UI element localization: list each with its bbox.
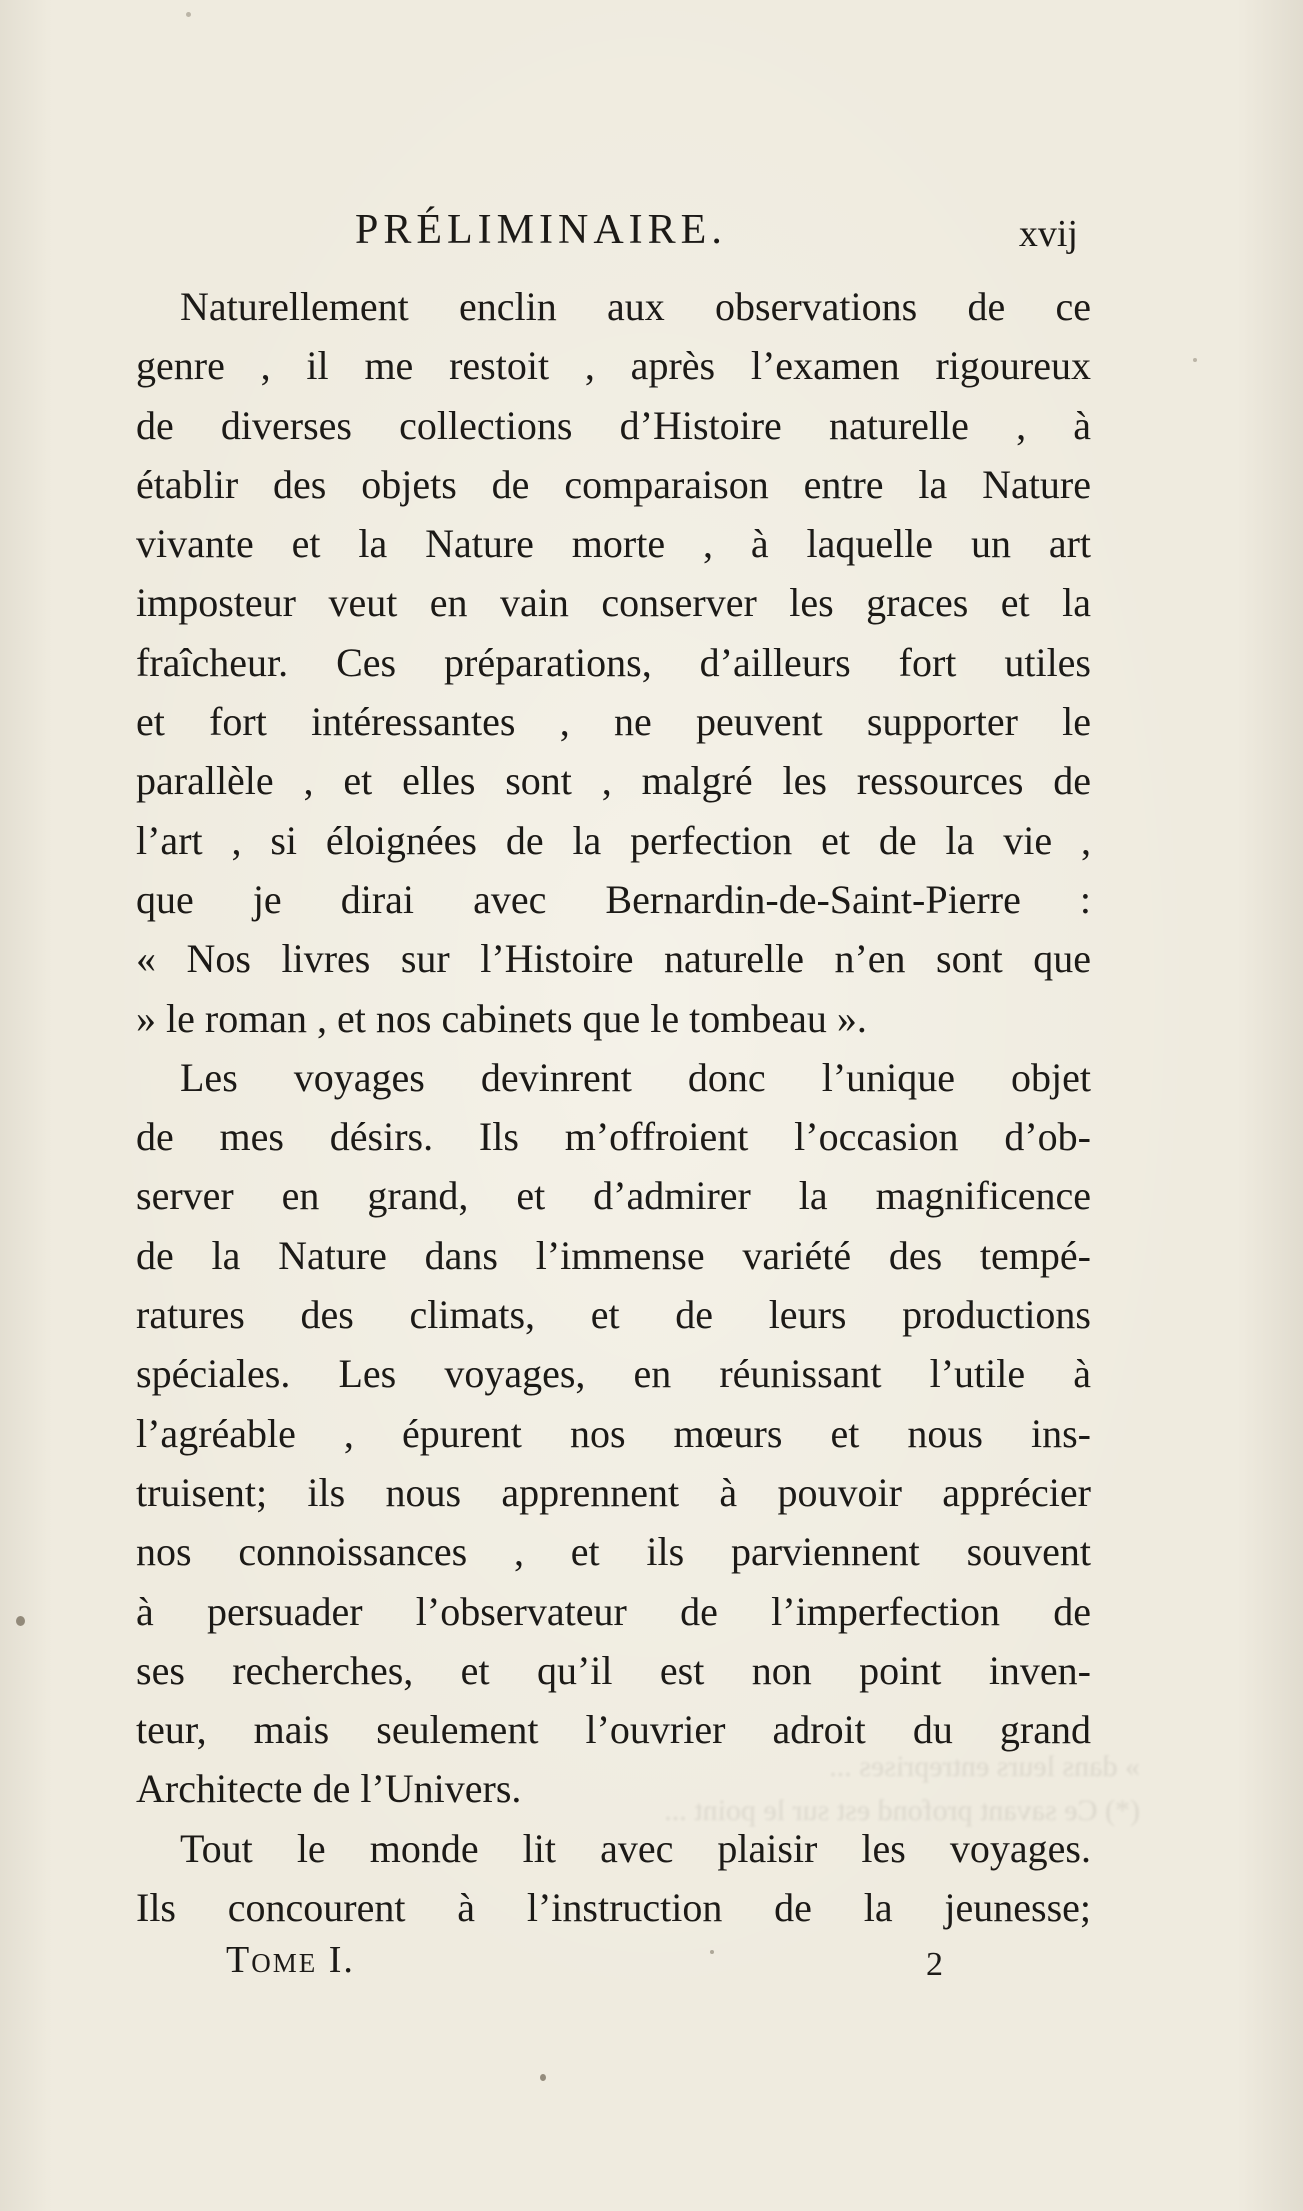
paper-speck — [710, 1950, 714, 1954]
text-line: de diverses collections d’Histoire naturelle , à — [136, 402, 1091, 448]
text-line: Les voyages devinrent donc l’unique objet — [180, 1054, 1091, 1100]
text-line: fraîcheur. Ces préparations, d’ailleurs fort utiles — [136, 639, 1091, 685]
text-line: que je dirai avec Bernardin-de-Saint-Pierre : — [136, 876, 1091, 922]
text-line: Naturellement enclin aux observations de ce — [180, 284, 1091, 329]
text-line: parallèle , et elles sont , malgré les ressources de — [136, 758, 1091, 804]
paragraph-1 — [136, 277, 1091, 1048]
text-line: spéciales. Les voyages, en réunissant l’utile à — [136, 1351, 1091, 1397]
text-line: l’agréable , épurent nos mœurs et nous ins- — [136, 1410, 1091, 1456]
text-line: ses recherches, et qu’il est non point inven- — [136, 1647, 1091, 1693]
text-line: truisent; ils nous apprennent à pouvoir apprécier — [136, 1469, 1091, 1515]
text-line: » le roman , et nos cabinets que le tombeau ». — [136, 995, 867, 1041]
paper-speck — [186, 12, 191, 17]
text-line: teur, mais seulement l’ouvrier adroit du grand — [136, 1707, 1091, 1753]
text-line: vivante et la Nature morte , à laquelle un art — [136, 521, 1091, 567]
running-head — [140, 200, 1090, 270]
paper-speck — [540, 2074, 546, 2081]
running-head-title: PRÉLIMINAIRE. — [355, 207, 727, 253]
paper-speck — [1193, 358, 1197, 362]
text-line: Tout le monde lit avec plaisir les voyages. — [180, 1825, 1091, 1871]
text-line: nos connoissances , et ils parviennent souvent — [136, 1529, 1091, 1575]
text-line: l’art , si éloignées de la perfection et de la vie , — [136, 817, 1091, 863]
text-line: et fort intéressantes , ne peuvent supporter le — [136, 699, 1091, 745]
text-line: de mes désirs. Ils m’offroient l’occasion d’ob- — [136, 1114, 1091, 1160]
paper-speck — [16, 1616, 25, 1626]
text-line: « Nos livres sur l’Histoire naturelle n’en sont que — [136, 936, 1091, 982]
text-line: genre , il me restoit , après l’examen rigoureux — [136, 343, 1091, 389]
text-line: de la Nature dans l’immense variété des tempé- — [136, 1232, 1091, 1278]
text-line: imposteur veut en vain conserver les graces et la — [136, 580, 1091, 626]
text-line: Ils concourent à l’instruction de la jeunesse; — [136, 1885, 1091, 1931]
signature-number: 2 — [926, 1946, 943, 1983]
text-line: ratures des climats, et de leurs productions — [136, 1292, 1091, 1338]
text-line: server en grand, et d’admirer la magnificence — [136, 1173, 1091, 1219]
text-line: établir des objets de comparaison entre la Nature — [136, 461, 1091, 507]
paragraph-3 — [136, 1819, 1091, 1938]
text-line: à persuader l’observateur de l’imperfection de — [136, 1588, 1091, 1634]
text-line: Architecte de l’Univers. — [136, 1766, 522, 1812]
paragraph-2 — [136, 1048, 1091, 1819]
show-through-text: » dans leurs entreprises ... (*) Ce savant profond est sur le point ... — [664, 1750, 1140, 1827]
signature-mark: Tome I. — [226, 1939, 355, 1981]
page-folio: xvij — [1018, 213, 1078, 255]
body-text — [136, 277, 1091, 1937]
